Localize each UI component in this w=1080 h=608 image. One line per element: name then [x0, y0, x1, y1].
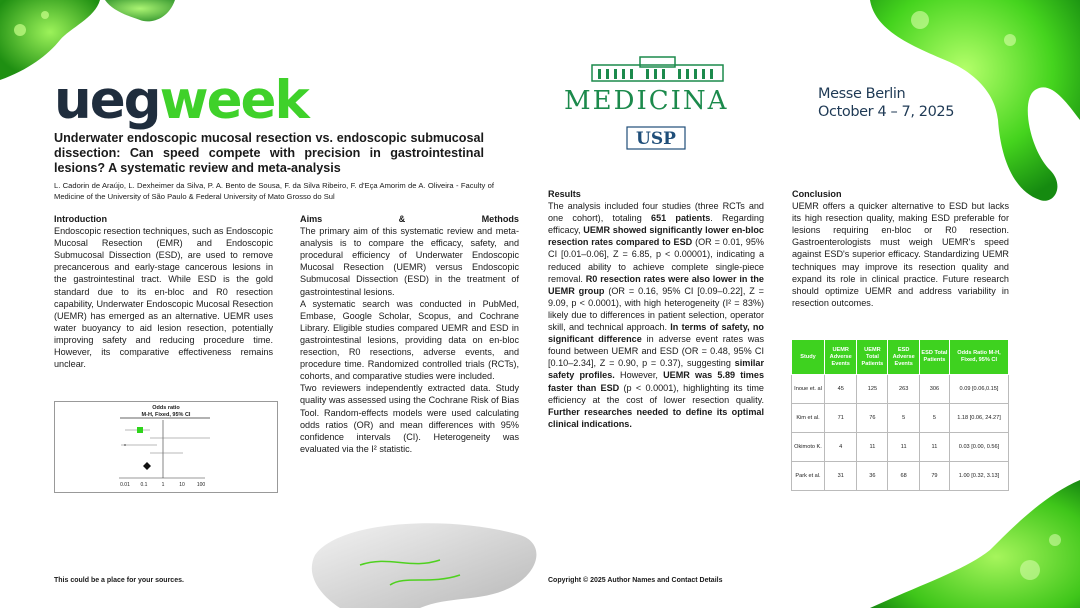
- cell-value: 45: [825, 375, 857, 404]
- header-study: Study: [792, 340, 825, 375]
- cell-value: 76: [857, 404, 888, 433]
- forest-tick-4: 100: [196, 482, 206, 488]
- cell-value: 71: [825, 404, 857, 433]
- forest-plot: [54, 401, 278, 493]
- svg-text:USP: USP: [636, 129, 676, 149]
- cell-odds: 1.18 [0.06, 24.27]: [950, 404, 1009, 433]
- cell-value: 306: [919, 375, 949, 404]
- venue-info: [818, 85, 954, 121]
- cell-value: 125: [857, 375, 888, 404]
- methods-paragraph-1: A systematic search was conducted in PubMed, Embase, Google Scholar, Scopus, and Cochrane Library. Eligible studies compared UEMR and ESD in gastrointestinal lesions, providing data on en-bloc resection, R0 resections, adverse events, and procedure time. Randomized controlled trials (RCTs), cohorts, and comparative studies were included.: [300, 298, 519, 382]
- sources-footer: This could be a place for your sources.: [54, 577, 184, 584]
- cell-value: 79: [919, 462, 949, 491]
- introduction-text: Endoscopic resection techniques, such as Endoscopic Mucosal Resection (EMR) and Endoscopic Submucosal Dissection (ESD), are used to remove precancerous and early-stage cancerous lesions in the gastrointestinal tract. While ESD is the gold standard due to its en-bloc and R0 resection capability, Underwater Endoscopic Mucosal Resection (UEMR) has emerged as an alternative. UEMR uses water buoyancy to aid lesion resection, potentially improving safety and reducing procedure time. However, its comparative effectiveness remains unclear.: [54, 226, 273, 370]
- building-icon: [590, 55, 725, 83]
- cell-value: 5: [919, 404, 949, 433]
- header-uemr-events: UEMR Adverse Events: [825, 340, 857, 375]
- results-text: The analysis included four studies (three RCTs and one cohort), totaling 651 patients. Regarding efficacy, UEMR showed significantly lower en-bloc resection rates compared to ESD (OR = 0.01, 95% CI [0.01–0.06], Z = 6.85, p < 0.00001), indicating a reduced ability to achieve complete single-piece removal. R0 resection rates were also lower in the UEMR group (OR = 0.16, 95% CI [0.09–0.22], Z = 9.09, p < 0.0001), with high heterogeneity (I² = 83%) likely due to differences in patient selection, operator skill, and technical approach. In terms of safety, no significant difference in adverse event rates was found between UEMR and ESD (OR = 0.48, 95% CI [0.10–2.34], Z = 0.90, p = 0.37), suggesting similar safety profiles. However, UEMR was 5.89 times faster than ESD (p < 0.0001), highlighting its time efficiency at the cost of lower resection quality. Further researches needed to define its optimal clinical indications.: [548, 201, 765, 429]
- forest-tick-2: 1: [161, 482, 165, 488]
- cell-value: 11: [919, 433, 949, 462]
- aims-methods-section: [300, 213, 519, 455]
- cell-study: Kim et al.: [792, 404, 825, 433]
- introduction-section: [54, 213, 273, 370]
- table-row: [792, 404, 1009, 433]
- conclusion-section: [792, 188, 1009, 309]
- header-odds-ratio: Odds Ratio M-H, Fixed, 95% CI: [950, 340, 1009, 375]
- cell-value: 4: [825, 433, 857, 462]
- results-section: [548, 188, 764, 430]
- forest-tick-3: 10: [179, 482, 185, 488]
- conclusion-text: UEMR offers a quicker alternative to ESD but lacks its high resection quality, making ESD preferable for lesions requiring en-bloc or R0 resection. Gastroenterologists must weigh UEMR's speed against ESD's superior efficacy. Standardizing UEMR techniques may improve its resection quality and expand its role in clinical practice. Future research should optimize UEMR and address variability in resection outcomes.: [792, 201, 1009, 308]
- cell-value: 11: [888, 433, 919, 462]
- poster-title: Underwater endoscopic mucosal resection vs. endoscopic submucosal dissection: Can speed compete with precision in gastrointestinal lesions? A systematic review and meta-analysis: [54, 131, 484, 176]
- aims-methods-heading: Aims & Methods: [300, 214, 519, 224]
- ueg-week-logo: uegweek: [54, 70, 308, 131]
- cell-value: 31: [825, 462, 857, 491]
- table-row: [792, 462, 1009, 491]
- medicina-logo-text: MEDICINA: [564, 86, 729, 116]
- venue-dates: October 4 – 7, 2025: [818, 104, 955, 120]
- cell-study: Park et al.: [792, 462, 825, 491]
- aims-paragraph: The primary aim of this systematic review and meta-analysis is to compare the efficacy, safety, and procedural efficiency of Underwater Endoscopic Mucosal Resection (UEMR) versus Endoscopic Submucosal Dissection (ESD) in the treatment of gastrointestinal lesions.: [300, 226, 519, 297]
- introduction-heading: Introduction: [54, 214, 108, 224]
- liver-illustration: [300, 515, 550, 608]
- cell-odds: 0.03 [0.00, 0.56]: [950, 433, 1009, 462]
- header-esd-total: ESD Total Patients: [919, 340, 949, 375]
- header-esd-events: ESD Adverse Events: [888, 340, 919, 375]
- header-uemr-total: UEMR Total Patients: [857, 340, 888, 375]
- study-marker-3: [124, 444, 126, 446]
- authors-affiliations: L. Cadorin de Araújo, L. Dexheimer da Silva, P. A. Bento de Sousa, F. da Silva Ribeiro, F. d'Eça Amorim de A. Oliveira - Faculty of Medicine of the University of São Paulo & Federal University of Mato Grosso do Sul: [54, 181, 494, 201]
- methods-paragraph-2: Two reviewers independently extracted data. Study quality was assessed using the Cochrane Risk of Bias Tool. Random-effects models were used calculating odds ratios (OR) and mean differences with 95% confidence intervals (CI). Heterogeneity was evaluated via the I² statistic.: [300, 383, 519, 454]
- cell-value: 11: [857, 433, 888, 462]
- results-heading: Results: [548, 189, 581, 199]
- cell-study: Okimoto K.: [792, 433, 825, 462]
- study-marker-1: [137, 427, 143, 433]
- cell-value: 5: [888, 404, 919, 433]
- forest-tick-1: 0.1: [140, 482, 148, 488]
- odds-ratio-table: [791, 339, 1009, 491]
- conclusion-heading: Conclusion: [792, 189, 842, 199]
- table-header-row: [792, 340, 1009, 375]
- cell-odds: 1.00 [0.32, 3.13]: [950, 462, 1009, 491]
- cell-value: 68: [888, 462, 919, 491]
- cell-value: 36: [857, 462, 888, 491]
- usp-logo: [626, 126, 686, 150]
- table-row: [792, 375, 1009, 404]
- forest-plot-title: Odds ratio M-H, Fixed, 95% CI: [141, 405, 191, 418]
- cell-study: Inoue et. al: [792, 375, 825, 404]
- copyright-footer: Copyright © 2025 Author Names and Contact Details: [548, 577, 723, 584]
- cell-value: 263: [888, 375, 919, 404]
- forest-tick-0: 0.01: [120, 482, 130, 488]
- pooled-diamond: [143, 462, 151, 470]
- venue-location: Messe Berlin: [818, 86, 906, 102]
- cell-odds: 0.09 [0.06,0.15]: [950, 375, 1009, 404]
- table-row: [792, 433, 1009, 462]
